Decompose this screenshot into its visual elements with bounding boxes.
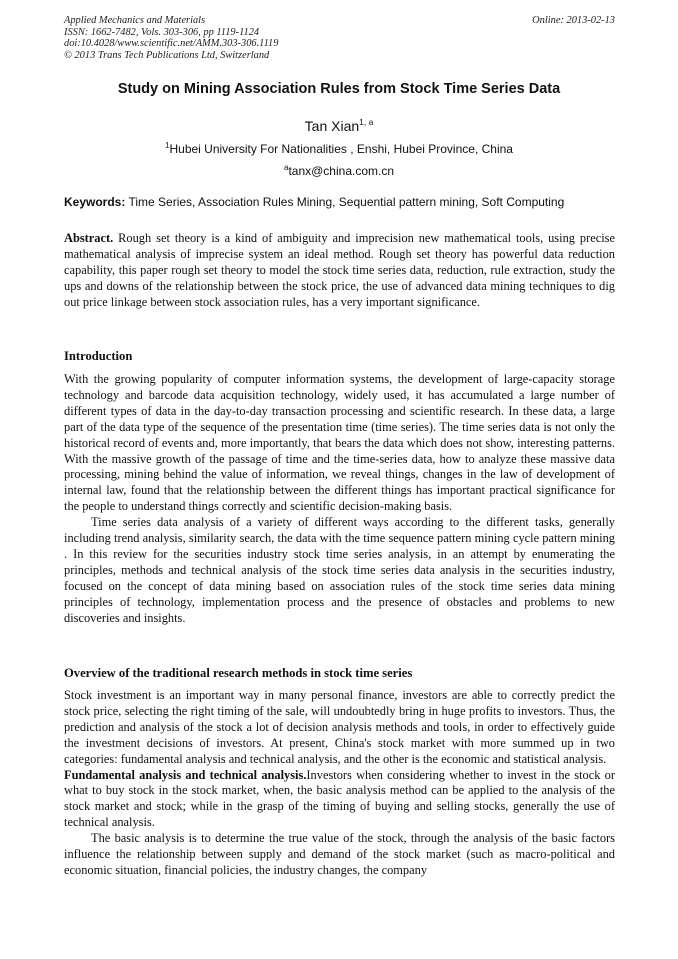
abstract xyxy=(64,231,615,311)
overview-paragraph-2 xyxy=(64,768,615,832)
keywords xyxy=(64,195,615,210)
paper-title: Study on Mining Association Rules from Stock Time Series Data xyxy=(117,81,561,97)
email-superscript: a xyxy=(283,163,289,172)
copyright-line: © 2013 Trans Tech Publications Ltd, Switzerland xyxy=(64,49,270,61)
introduction-paragraph-2: Time series data analysis of a variety of different ways according to the different tasks, generally including trend analysis, similarity search, the data with the time sequence pattern mining cycle pattern mining . In this review for the securities industry stock time series analysis, in an attempt by enumerating the principles, methods and technical analysis of the stock time series data analysis in the securities industry, focused on the concept of data mining based on association rules of the stock time series data mining principles of technology, implementation process and the presence of obstacles and problems to new discoveries and insights. xyxy=(64,515,615,625)
overview-heading: Overview of the traditional research methods in stock time series xyxy=(64,666,413,680)
abstract-label: Abstract. xyxy=(64,231,114,245)
introduction-heading: Introduction xyxy=(64,349,133,363)
online-date: Online: 2013-02-13 xyxy=(532,15,615,26)
author-name: Tan Xian xyxy=(304,118,360,134)
author-email xyxy=(0,160,678,179)
author-superscript: 1, a xyxy=(359,117,374,127)
fundamental-analysis-label: Fundamental analysis and technical analysis. xyxy=(64,767,307,782)
introduction-body xyxy=(64,372,615,627)
overview-body xyxy=(64,688,615,879)
fundamental-analysis-text: Investors when considering whether to invest in the stock or what to buy stock in the stock market, when, the basic analysis method can be applied to the analysis of the stock market and stock; while in the grasp of the timing of buying and selling stocks, generally the use of technical analysis. xyxy=(64,767,615,830)
affiliation xyxy=(0,138,678,157)
abstract-text: Rough set theory is a kind of ambiguity and imprecision new mathematical tools, using precise mathematical analysis of imprecise system an ideal method. Rough set theory has powerful data reduction capability, this paper rough set theory to model the stock time series data, reduction, rule extraction, study the ups and downs of the relationship between the stock price, the use of advanced data mining techniques to dig out price linkage between stock association rules, has a very important significance. xyxy=(64,231,615,309)
affiliation-superscript: 1 xyxy=(165,141,170,150)
overview-paragraph-1: Stock investment is an important way in many personal finance, investors are able to correctly predict the stock price, selecting the right timing of the sale, will undoubtedly bring in huge profits to investors. Thus, the prediction and analysis of the stock a lot of decision analysis methods and tools, in order to effectively guide the investment decisions of investors. At present, China's stock market with more summed up in two categories: fundamental analysis and technical analysis, and the other is the economic and statistical analysis. xyxy=(64,688,615,766)
email-text: tanx@china.com.cn xyxy=(288,164,394,178)
overview-paragraph-3: The basic analysis is to determine the true value of the stock, through the analysis of the basic factors influence the relationship between supply and demand of the stock market (such as macro-political and economic situation, financial policies, the industry changes, the company xyxy=(64,831,615,877)
journal-name: Applied Mechanics and Materials xyxy=(64,15,206,26)
author xyxy=(0,113,678,135)
issn-line: ISSN: 1662-7482, Vols. 303-306, pp 1119-1124 xyxy=(64,26,260,38)
doi-line: doi:10.4028/www.scientific.net/AMM.303-306.1119 xyxy=(64,38,279,50)
affiliation-text: Hubei University For Nationalities , Enshi, Hubei Province, China xyxy=(169,142,513,156)
journal-header xyxy=(64,15,615,61)
keywords-label: Keywords: xyxy=(64,195,126,209)
introduction-paragraph-1: With the growing popularity of computer information systems, the development of large-capacity storage technology and barcode data acquisition technology, widely used, it has accumulated a large number of different types of data in the day-to-day transaction processing and scientific research. In these data, a large part of the data type of the sequence of the presentation time (time series). The time series data is not only the historical record of events and, more importantly, that bears the data which does not show, interesting patterns. With the massive growth of the passage of time and the time-series data, how to analyze these massive data processing, mining behind the value of information, we reveal things, changes in the law of development of internal law, found that the relationship between the different things has important practical significance for the people to understand things correctly and scientific decision-making basis. xyxy=(64,372,615,514)
keywords-text: Time Series, Association Rules Mining, Sequential pattern mining, Soft Computing xyxy=(128,195,565,209)
